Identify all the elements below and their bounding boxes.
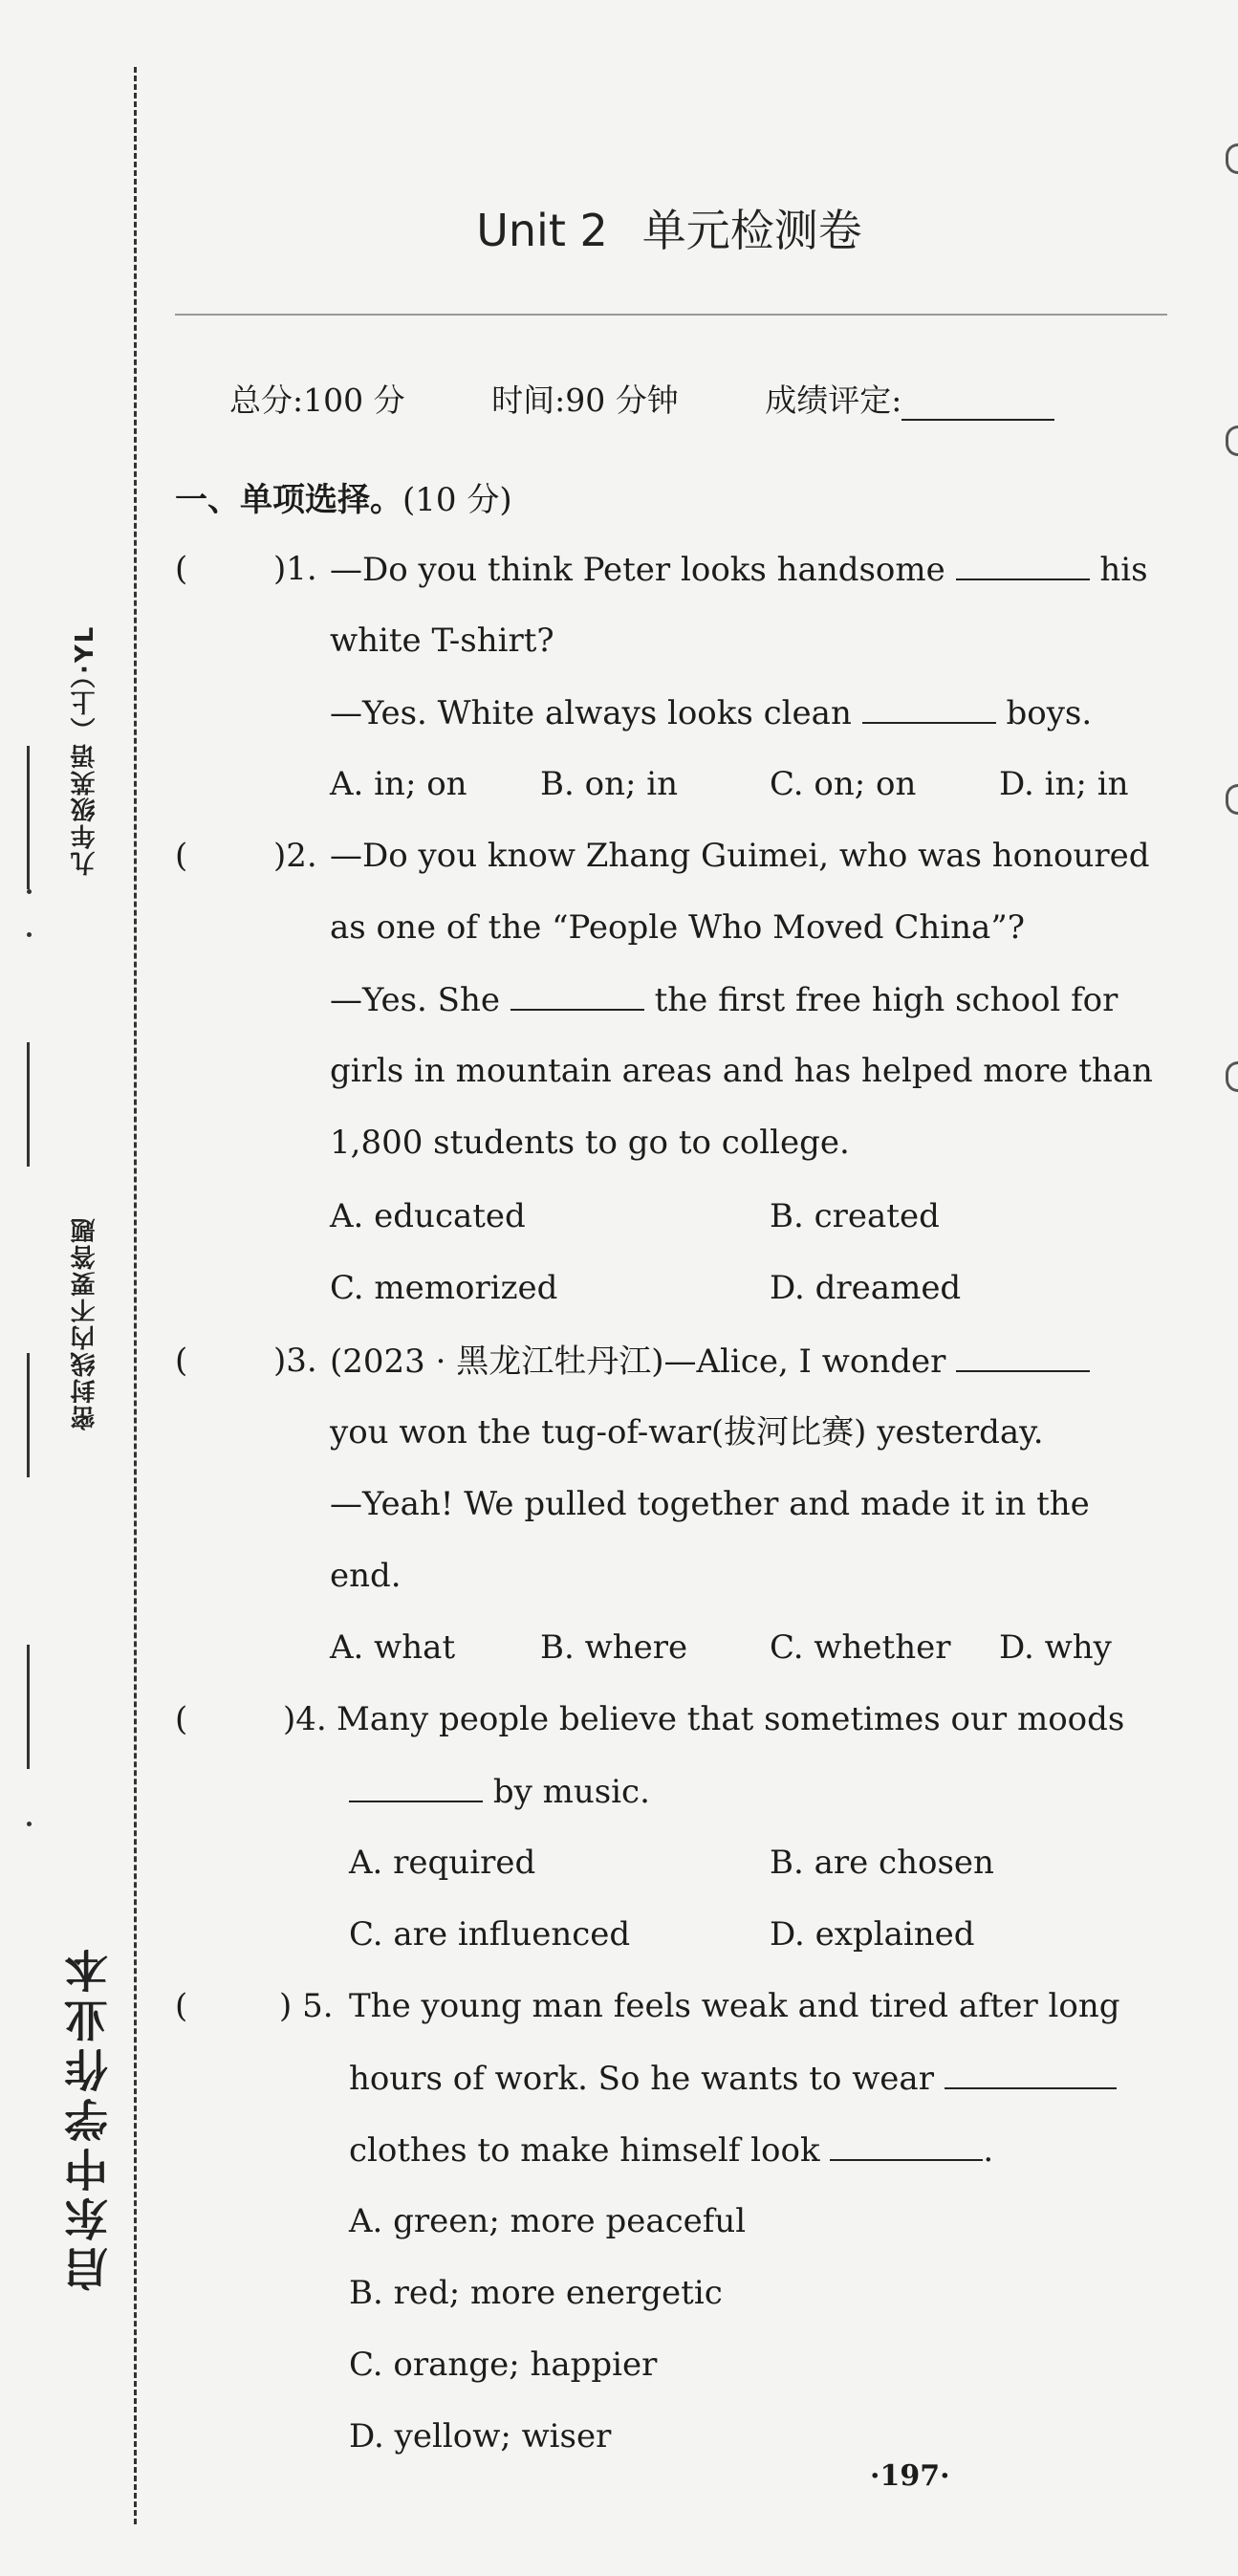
q4-line: [349, 1772, 650, 1811]
q4-line: Many people believe that sometimes our moods: [337, 1700, 1125, 1738]
q2-line: [330, 980, 1118, 1019]
binding-hole: [1226, 1061, 1238, 1092]
q3-option-d[interactable]: D. why: [999, 1628, 1112, 1667]
q5-number: ) 5.: [279, 1987, 334, 2025]
q2-line: —Do you know Zhang Guimei, who was honoured: [330, 837, 1150, 875]
q5-blank-2[interactable]: [830, 2130, 983, 2161]
q2-option-c[interactable]: C. memorized: [330, 1269, 558, 1307]
q5-text: .: [983, 2131, 994, 2170]
school-underline: [27, 1645, 30, 1769]
q3-line: end.: [330, 1557, 402, 1595]
q4-option-a[interactable]: A. required: [349, 1844, 536, 1882]
q3-option-b[interactable]: B. where: [540, 1628, 688, 1667]
q1-blank-1[interactable]: [956, 550, 1090, 580]
answer-paren-open[interactable]: (: [175, 837, 188, 875]
binding-hole: [1226, 143, 1238, 174]
page-title: [0, 196, 1238, 259]
q1-text: boys.: [1006, 694, 1093, 732]
q3-option-a[interactable]: A. what: [330, 1628, 456, 1667]
dot-mark: [27, 932, 32, 937]
q5-blank-1[interactable]: [945, 2059, 1117, 2089]
q3-line: [330, 1342, 1090, 1381]
q4-option-b[interactable]: B. are chosen: [770, 1844, 994, 1882]
grade-blank[interactable]: [901, 390, 1054, 421]
q1-line: [330, 693, 1092, 732]
q4-text: by music.: [492, 1773, 650, 1811]
q3-line: —Yeah! We pulled together and made it in the: [330, 1485, 1090, 1523]
q1-option-b[interactable]: B. on; in: [540, 765, 679, 803]
q5-line: [349, 2059, 1117, 2098]
time-limit: 时间:90 分钟: [491, 382, 679, 419]
grade-label: 成绩评定:: [765, 382, 902, 419]
binding-hole: [1226, 426, 1238, 456]
dot-mark: [27, 889, 32, 894]
answer-paren-open[interactable]: (: [175, 1700, 188, 1738]
q2-text: —Yes. She: [330, 981, 500, 1019]
q2-text: the first free high school for: [654, 981, 1119, 1019]
q4-option-d[interactable]: D. explained: [770, 1915, 975, 1954]
q2-blank[interactable]: [510, 980, 644, 1011]
q3-number: )3.: [273, 1342, 317, 1380]
q5-option-b[interactable]: B. red; more energetic: [349, 2274, 723, 2312]
q5-line: [349, 2130, 993, 2170]
answer-paren-open[interactable]: (: [175, 1342, 188, 1380]
page-number: ·197·: [870, 2459, 950, 2493]
q2-line: girls in mountain areas and has helped more than: [330, 1052, 1153, 1090]
book-label: 九年级英语（上）·YL: [67, 526, 102, 882]
seal-note: 密封线内不要答题: [67, 1167, 102, 1436]
seal-dashed-line: [134, 67, 137, 2524]
q5-option-c[interactable]: C. orange; happier: [349, 2346, 658, 2384]
number-underline: [27, 1353, 30, 1477]
q1-line: [330, 550, 1148, 589]
title-name: 单元检测卷: [641, 205, 862, 256]
section-heading: [175, 473, 512, 520]
q1-blank-2[interactable]: [862, 693, 996, 724]
class-underline: [27, 1042, 30, 1167]
q1-text: his: [1099, 551, 1148, 589]
q5-option-d[interactable]: D. yellow; wiser: [349, 2417, 612, 2456]
q2-option-d[interactable]: D. dreamed: [770, 1269, 962, 1307]
q1-option-a[interactable]: A. in; on: [330, 765, 467, 803]
q4-option-c[interactable]: C. are influenced: [349, 1915, 631, 1954]
title-unit: Unit 2: [476, 205, 608, 256]
section-title: 一、单项选择。: [175, 481, 402, 519]
q4-number: )4.: [283, 1700, 327, 1738]
dot-mark: [27, 1822, 32, 1826]
q5-line: The young man feels weak and tired after long: [349, 1987, 1120, 2025]
q5-text: clothes to make himself look: [349, 2131, 820, 2170]
name-underline: [27, 746, 30, 889]
q1-line: white T-shirt?: [330, 622, 554, 660]
q5-text: hours of work. So he wants to wear: [349, 2060, 934, 2098]
title-divider: [175, 314, 1167, 316]
q1-number: )1.: [273, 550, 317, 588]
score-info: [229, 376, 1054, 421]
q3-blank[interactable]: [956, 1342, 1090, 1372]
q1-text: —Do you think Peter looks handsome: [330, 551, 945, 589]
binding-hole: [1226, 784, 1238, 815]
q2-option-a[interactable]: A. educated: [330, 1197, 526, 1235]
q2-line: 1,800 students to go to college.: [330, 1124, 850, 1162]
q4-blank[interactable]: [349, 1772, 483, 1802]
q2-number: )2.: [273, 837, 317, 875]
total-score: 总分:100 分: [229, 382, 405, 419]
answer-paren-open[interactable]: (: [175, 1987, 188, 2025]
q3-text: (2023 · 黑龙江牡丹江)—Alice, I wonder: [330, 1343, 946, 1381]
school-name: 启东中学作业本: [57, 1903, 120, 2297]
q3-line: you won the tug-of-war(拔河比赛) yesterday.: [330, 1413, 1044, 1452]
q2-option-b[interactable]: B. created: [770, 1197, 940, 1235]
q2-line: as one of the “People Who Moved China”?: [330, 908, 1025, 947]
q5-option-a[interactable]: A. green; more peaceful: [349, 2202, 747, 2240]
q1-text: —Yes. White always looks clean: [330, 694, 852, 732]
answer-paren-open[interactable]: (: [175, 550, 188, 588]
q1-option-d[interactable]: D. in; in: [999, 765, 1129, 803]
q1-option-c[interactable]: C. on; on: [770, 765, 917, 803]
q3-option-c[interactable]: C. whether: [770, 1628, 951, 1667]
section-points: (10 分): [402, 481, 512, 519]
